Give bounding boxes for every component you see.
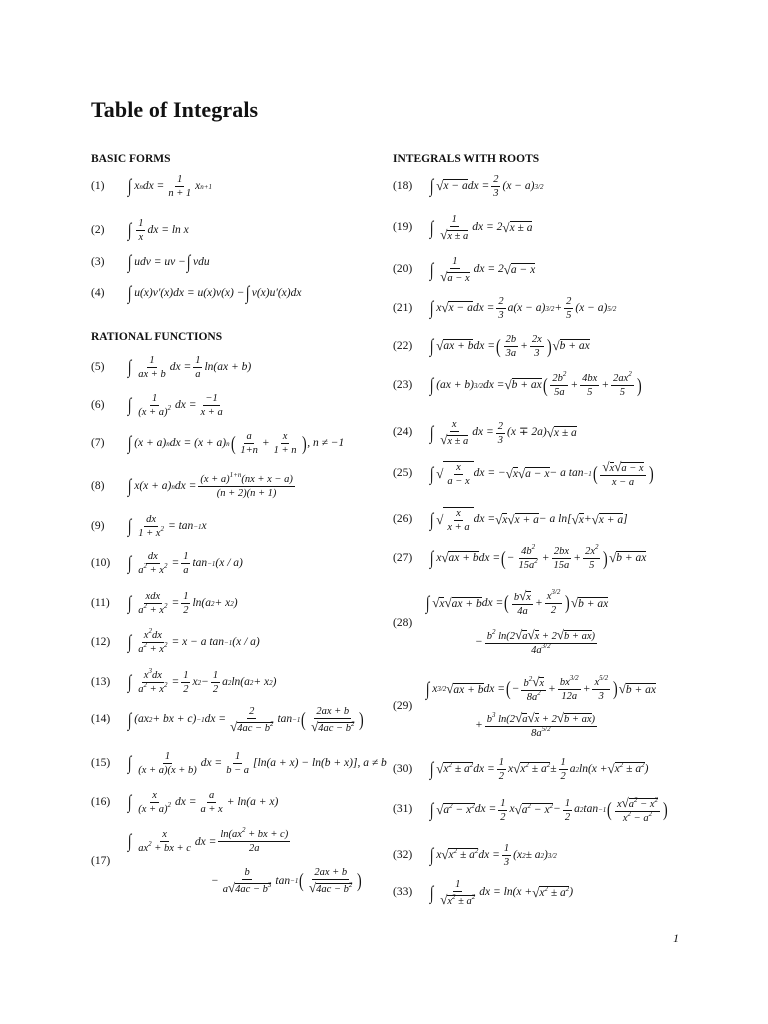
formula-13 xyxy=(91,667,277,696)
formula-number: (7) xyxy=(91,436,105,449)
formula-expression: ∫ $\frac{\text{xdx}}{a^2 + x^2}$ = $\frac{1}{2}$ ln(a 2 + x 2 ) xyxy=(127,591,238,617)
formula-expression: ∫ $\frac{1}{√a - x}$ dx = 2 √ a − x xyxy=(429,256,536,285)
formula-12 xyxy=(91,627,260,656)
formula-number: (24) xyxy=(393,426,413,439)
formula-number: (21) xyxy=(393,301,413,314)
formula-expression: ∫ udv = uv − ∫ vdu xyxy=(127,252,210,273)
formula-18 xyxy=(393,174,543,199)
formula-number: (10) xyxy=(91,556,111,569)
formula-number: (33) xyxy=(393,886,413,899)
formula-expression: ∫ √ x − a dx = $\frac{2}{3}$ (x − a) 3/2 xyxy=(429,174,544,200)
formula-14 xyxy=(91,706,365,734)
formula-expression: ∫ u(x)v′(x)dx = u(x)v(x) − ∫ v(x)u′(x)dx xyxy=(127,283,302,304)
formula-expression: ∫ √ $\frac{x}{a - x}$ dx = − √ x √ a − x − a tan −1 ( $\frac{√x√a - x}{x - a}$ ) xyxy=(429,459,654,489)
formula-number: (27) xyxy=(393,551,413,564)
formula-expression: ∫ x(x + a) n dx = $\frac{(x + a)^{1+n}(nx + x - a)}{(n + 2)(n + 1)}$ xyxy=(127,471,293,500)
formula-expression: ∫ x n dx = $\frac{1}{n + 1}$ x n+1 xyxy=(127,174,213,200)
formula-number: (2) xyxy=(91,223,105,236)
formula-number: (9) xyxy=(91,519,105,532)
formula-expression-continued: − $\frac{b}{a√4ac - b^3}$ tan −1 ( $\frac{2ax + b}{√4ac - b^2}$ ) xyxy=(211,867,363,896)
formula-22 xyxy=(393,334,590,359)
formula-number: (14) xyxy=(91,713,111,726)
formula-19 xyxy=(393,214,532,242)
formula-5 xyxy=(91,355,251,380)
formula-number: (4) xyxy=(91,286,105,299)
formula-number: (3) xyxy=(91,255,105,268)
formula-3 xyxy=(91,253,210,272)
formula-30 xyxy=(393,757,648,782)
formula-number: (32) xyxy=(393,848,413,861)
formula-25 xyxy=(393,460,654,488)
formula-number: (20) xyxy=(393,263,413,276)
section-heading-rational-functions: RATIONAL FUNCTIONS xyxy=(91,331,223,343)
formula-expression: ∫ $\frac{1}{√x^2 \pm a^2}$ dx = ln(x + √ $x^2 \pm a^2$ ) xyxy=(429,879,574,908)
formula-expression: ∫ x √ x − a dx = $\frac{2}{3}$ a(x − a) 3/2 + $\frac{2}{5}$ (x − a) 5/2 xyxy=(429,296,617,322)
formula-expression: ∫ $\frac{1}{(x + a)(x + b)}$ dx = $\frac{1}{b - a}$ [ln(a + x) − ln(b + x)], a ≠ b xyxy=(127,751,387,777)
formula-number: (5) xyxy=(91,360,105,373)
formula-7 xyxy=(91,431,344,456)
formula-expression: ∫ $\frac{1}{√x \pm a}$ dx = 2 √ x ± a xyxy=(429,214,533,243)
formula-expression: ∫ $\frac{x}{√x \pm a}$ dx = $\frac{2}{3}$ (x ∓ 2a) √ x ± a xyxy=(429,419,577,448)
formula-33 xyxy=(393,879,573,907)
formula-expression: ∫ $\frac{x}{ax^2 + bx + c}$ dx = $\frac{\ln(ax^2 + bx + c)}{2a}$ xyxy=(127,826,289,855)
formula-number: (22) xyxy=(393,339,413,352)
formula-number: (25) xyxy=(393,467,413,480)
formula-number: (15) xyxy=(91,756,111,769)
formula-number: (28) xyxy=(393,617,413,629)
formula-number: (18) xyxy=(393,179,413,192)
section-heading-integrals-with-roots: INTEGRALS WITH ROOTS xyxy=(393,153,540,165)
formula-expression: ∫ √ x √ ax + b dx = ( $\frac{b√x}{4a}$ + $\frac{x^{3/2}}{2}$ ) √ b + ax xyxy=(425,587,609,618)
formula-expression: ∫ x 3/2 √ ax + b dx = ( − $\frac{b^2√x}{8a^2}$ + $\frac{bx^{3/2}}{12a}$ + $\frac{x^{5/2}}{3}$ ) √ b + ax xyxy=(425,673,657,704)
formula-32 xyxy=(393,843,557,868)
formula-number: (6) xyxy=(91,398,105,411)
formula-16 xyxy=(91,790,278,815)
formula-expression: ∫ x √ $x^2 \pm a^2$ dx = $\frac{1}{3}$ (x 2 ± a 2 ) 3/2 xyxy=(429,843,557,869)
formula-26 xyxy=(393,507,628,533)
formula-expression: ∫ (x + a) n dx = (x + a) n ( $\frac{a}{1+n}$ + $\frac{x}{1 + n}$ ) , n ≠ −1 xyxy=(127,431,345,457)
formula-24 xyxy=(393,419,577,447)
formula-8 xyxy=(91,471,297,500)
formula-6 xyxy=(91,393,227,418)
formula-number: (19) xyxy=(393,221,413,234)
formula-expression: ∫ (ax + b) 3/2 dx = √ b + ax ( $\frac{2b^2}{5a}$ + $\frac{4bx}{5}$ + $\frac{2ax^2}{5}$ ) xyxy=(429,370,642,399)
formula-9 xyxy=(91,514,207,539)
formula-expression: ∫ $\frac{dx}{a^2 + x^2}$ = $\frac{1}{a}$ tan −1 (x / a) xyxy=(127,551,243,577)
formula-number: (11) xyxy=(91,596,110,609)
formula-expression: ∫ $\frac{1}{(x + a)^2}$ dx = $\frac{-1}{x + a}$ xyxy=(127,393,223,419)
formula-4 xyxy=(91,284,301,303)
formula-expression: ∫ $\frac{dx}{1 + x^2}$ = tan −1 x xyxy=(127,514,207,540)
formula-expression: ∫ √ $\frac{x}{x + a}$ dx = √ x √ x + a − a ln[ √ x + √ x + a ] xyxy=(429,508,628,534)
formula-number: (26) xyxy=(393,513,413,526)
formula-expression: ∫ $\frac{x^2dx}{a^2 + x^2}$ = x − a tan −1 (x / a) xyxy=(127,627,260,656)
formula-number: (13) xyxy=(91,675,111,688)
formula-21 xyxy=(393,296,616,321)
formula-11 xyxy=(91,591,238,616)
formula-expression: ∫ $\frac{1}{ax + b}$ dx = $\frac{1}{a}$ ln(ax + b) xyxy=(127,355,252,381)
formula-number: (30) xyxy=(393,762,413,775)
formula-expression: ∫ x √ ax + b dx = ( − $\frac{4b^2}{15a^2}$ + $\frac{2bx}{15a}$ + $\frac{2x^2}{5}$ ) √ b + ax xyxy=(429,543,647,572)
formula-15 xyxy=(91,751,387,776)
formula-expression: ∫ $\frac{x^3dx}{a^2 + x^2}$ = $\frac{1}{2}$ x 2 − $\frac{1}{2}$ a 2 ln(a 2 + x 2 ) xyxy=(127,667,277,696)
formula-number: (1) xyxy=(91,179,105,192)
formula-10 xyxy=(91,551,243,576)
formula-number: (12) xyxy=(91,635,111,648)
formula-31 xyxy=(393,796,669,824)
formula-number: (8) xyxy=(91,479,105,492)
formula-number: (23) xyxy=(393,378,413,391)
formula-27 xyxy=(393,543,647,572)
formula-20 xyxy=(393,256,535,284)
formula-expression: ∫ $\frac{x}{(x + a)^2}$ dx = $\frac{a}{a + x}$ + ln(a + x) xyxy=(127,790,279,816)
page-number: 1 xyxy=(673,931,679,945)
formula-number: (31) xyxy=(393,803,413,816)
formula-23 xyxy=(393,370,642,399)
formula-2 xyxy=(91,218,189,243)
formula-1 xyxy=(91,174,212,199)
formula-number: (17) xyxy=(91,855,111,867)
section-heading-basic-forms: BASIC FORMS xyxy=(91,153,171,165)
formula-number: (16) xyxy=(91,795,111,808)
formula-expression: ∫ √ $x^2 \pm a^2$ dx = $\frac{1}{2}$ x √ $x^2 \pm a^2$ ± $\frac{1}{2}$ a 2 ln(x + √ $x^2 \pm a^2$ ) xyxy=(429,757,649,783)
formula-expression-continued: + $\frac{b^3 \ln(2√a√x + 2√b + ax)}{8a^{5/2}}$ xyxy=(475,710,595,740)
formula-expression: ∫ $\frac{1}{x}$ dx = ln x xyxy=(127,218,189,244)
formula-expression-continued: − $\frac{b^2 \ln(2√a√x + 2√b + ax)}{4a^{3/2}}$ xyxy=(475,627,595,657)
formula-expression: ∫ √ ax + b dx = ( $\frac{2b}{3a}$ + $\frac{2x}{3}$ ) √ b + ax xyxy=(429,334,590,360)
formula-expression: ∫ √ $a^2 - x^2$ dx = $\frac{1}{2}$ x √ $a^2 - x^2$ − $\frac{1}{2}$ a 2 tan −1 ( $\frac{x√a^2 - x^2}{x^2 - a^2}$ ) xyxy=(429,795,668,825)
formula-expression: ∫ (ax 2 + bx + c) −1 dx = $\frac{2}{√4ac - b^2}$ tan −1 ( $\frac{2ax + b}{√4ac - b^2}$ ) xyxy=(127,706,365,735)
page-title: Table of Integrals xyxy=(91,97,259,122)
formula-number: (29) xyxy=(393,700,413,712)
